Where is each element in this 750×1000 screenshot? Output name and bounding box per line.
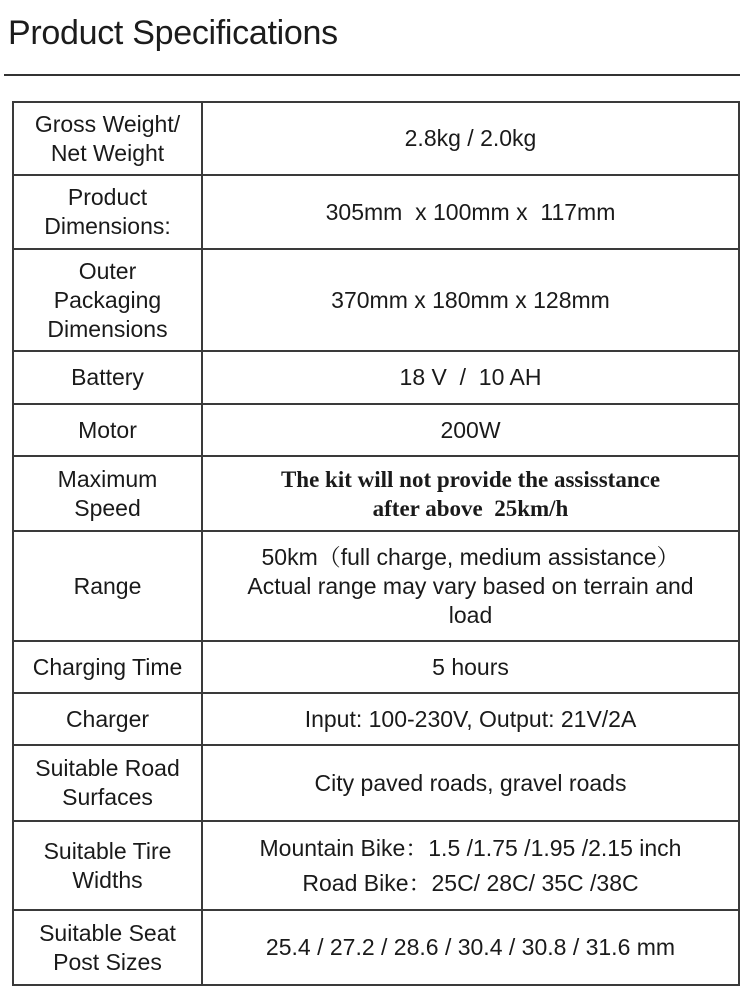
spec-label-line: Maximum bbox=[57, 465, 158, 492]
spec-label-line: Gross Weight/ bbox=[34, 110, 181, 137]
spec-label-line: Speed bbox=[74, 494, 141, 521]
spec-label-battery bbox=[13, 351, 202, 404]
spec-label-line: Post Sizes bbox=[53, 948, 162, 975]
spec-value-seat-post-sizes bbox=[202, 910, 739, 985]
title-divider bbox=[4, 74, 740, 76]
spec-label-line: Dimensions bbox=[47, 315, 168, 342]
spec-label-maximum-speed bbox=[13, 456, 202, 531]
spec-label-line: Widths bbox=[72, 866, 143, 893]
spec-label-line: Charging Time bbox=[32, 653, 183, 680]
spec-label-line: Motor bbox=[78, 416, 137, 443]
spec-label-product-dimensions bbox=[13, 175, 202, 249]
spec-row-weight bbox=[13, 102, 739, 175]
spec-row-packaging-dimensions bbox=[13, 249, 739, 351]
spec-value-road-surfaces bbox=[202, 745, 739, 821]
spec-label-weight bbox=[13, 102, 202, 175]
spec-value-line: The kit will not provide the assisstance bbox=[280, 466, 661, 492]
spec-value-charging-time bbox=[202, 641, 739, 693]
spec-label-line: Packaging bbox=[53, 286, 162, 313]
spec-label-range bbox=[13, 531, 202, 641]
spec-label-line: Charger bbox=[65, 705, 150, 732]
spec-row-road-surfaces bbox=[13, 745, 739, 821]
spec-label-line: Surfaces bbox=[62, 784, 153, 810]
spec-value-line: Road Bike：25C/ 28C/ 35C /38C bbox=[302, 869, 639, 896]
spec-value-line: 200W bbox=[440, 416, 501, 443]
spec-label-charging-time bbox=[13, 641, 202, 693]
spec-row-seat-post-sizes bbox=[13, 910, 739, 985]
spec-row-charging-time bbox=[13, 641, 739, 693]
spec-label-line: Suitable Tire bbox=[43, 837, 172, 864]
spec-value-charger bbox=[202, 693, 739, 745]
spec-value-line: 18 V / 10 AH bbox=[399, 364, 542, 390]
spec-value-battery bbox=[202, 351, 739, 404]
spec-label-line: Product bbox=[67, 184, 148, 210]
spec-value-line: after above 25km/h bbox=[372, 495, 569, 521]
spec-value-line: 370mm x 180mm x 128mm bbox=[331, 286, 610, 313]
spec-value-line: Actual range may vary based on terrain and bbox=[247, 572, 694, 599]
page-title: Product Specifications bbox=[8, 14, 338, 52]
spec-value-line: Input: 100-230V, Output: 21V/2A bbox=[304, 705, 637, 732]
spec-value-line: Mountain Bike：1.5 /1.75 /1.95 /2.15 inch bbox=[259, 834, 682, 861]
spec-value-product-dimensions bbox=[202, 175, 739, 249]
spec-value-line: 2.8kg / 2.0kg bbox=[404, 125, 537, 151]
spec-row-charger bbox=[13, 693, 739, 745]
spec-label-line: Net Weight bbox=[50, 139, 165, 166]
spec-value-weight bbox=[202, 102, 739, 175]
spec-label-line: Suitable Seat bbox=[39, 919, 176, 946]
spec-value-range bbox=[202, 531, 739, 641]
spec-value-packaging-dimensions bbox=[202, 249, 739, 351]
spec-value-motor bbox=[202, 404, 739, 456]
spec-value-line: load bbox=[448, 601, 493, 628]
spec-label-seat-post-sizes bbox=[13, 910, 202, 985]
spec-row-range bbox=[13, 531, 739, 641]
spec-value-line: 25.4 / 27.2 / 28.6 / 30.4 / 30.8 / 31.6 mm bbox=[265, 934, 676, 960]
spec-row-product-dimensions bbox=[13, 175, 739, 249]
spec-row-maximum-speed bbox=[13, 456, 739, 531]
spec-value-line: 50km（full charge, medium assistance） bbox=[261, 543, 680, 570]
spec-row-tire-widths bbox=[13, 821, 739, 910]
spec-row-battery bbox=[13, 351, 739, 404]
spec-label-line: Range bbox=[73, 572, 142, 599]
spec-label-line: Suitable Road bbox=[35, 755, 180, 781]
spec-label-tire-widths bbox=[13, 821, 202, 910]
spec-label-line: Outer bbox=[78, 257, 137, 284]
spec-value-line: 5 hours bbox=[432, 653, 509, 680]
spec-value-tire-widths bbox=[202, 821, 739, 910]
spec-value-line: City paved roads, gravel roads bbox=[314, 769, 627, 796]
spec-label-packaging-dimensions bbox=[13, 249, 202, 351]
spec-value-line: 305mm x 100mm x 117mm bbox=[325, 198, 616, 225]
spec-table bbox=[12, 101, 740, 986]
spec-label-charger bbox=[13, 693, 202, 745]
spec-value-maximum-speed bbox=[202, 456, 739, 531]
spec-label-motor bbox=[13, 404, 202, 456]
spec-label-line: Battery bbox=[71, 364, 144, 390]
spec-row-motor bbox=[13, 404, 739, 456]
spec-label-line: Dimensions: bbox=[44, 213, 171, 239]
spec-label-road-surfaces bbox=[13, 745, 202, 821]
